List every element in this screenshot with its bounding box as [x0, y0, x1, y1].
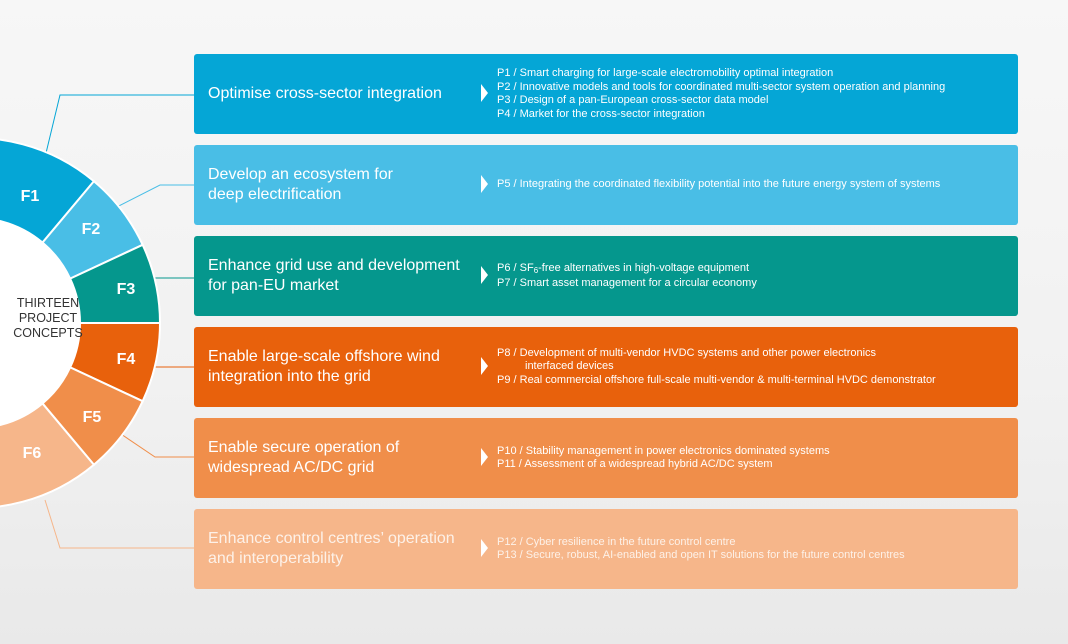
project-text: P12 / Cyber resilience in the future control centre	[497, 535, 736, 548]
project-text: P13 / Secure, robust, AI-enabled and open IT solutions for the future control centres	[497, 549, 905, 561]
project-item	[497, 374, 1012, 388]
project-item	[497, 81, 1012, 95]
segment-label: F6	[22, 445, 42, 463]
project-item	[497, 262, 1012, 278]
project-text: P11 / Assessment of a widespread hybrid AC/DC system	[497, 458, 773, 470]
project-list	[497, 509, 1012, 589]
segment-label: F1	[20, 188, 40, 206]
project-item	[497, 347, 1012, 361]
project-list	[497, 145, 1012, 225]
chevron-right-icon	[481, 448, 488, 466]
project-text: P3 / Design of a pan-European cross-sector data model	[497, 94, 769, 106]
concept-row-f3	[194, 236, 1018, 316]
segment-label: F4	[116, 351, 136, 369]
project-text: -free alternatives in high-voltage equipment	[538, 261, 750, 274]
concept-title: Enable large-scale offshore wind integration into the grid	[208, 348, 440, 385]
project-item	[497, 360, 1012, 374]
project-item	[497, 445, 1012, 459]
concept-row-f4	[194, 327, 1018, 407]
project-item	[497, 67, 1012, 81]
chevron-right-icon	[481, 357, 488, 375]
chevron-right-icon	[481, 175, 488, 193]
concept-row-f6	[194, 509, 1018, 589]
center-label	[13, 296, 82, 340]
connector-line	[45, 500, 194, 548]
project-list	[497, 54, 1012, 134]
project-text: P1 / Smart charging for large-scale electromobility optimal integration	[497, 67, 834, 79]
project-text: P10 / Stability management in power electronics dominated systems	[497, 444, 830, 457]
segment-label: F3	[116, 281, 136, 299]
center-label-line: THIRTEEN	[16, 296, 80, 310]
concept-row-f2	[194, 145, 1018, 225]
segment-label: F2	[81, 221, 101, 239]
chevron-right-icon	[481, 84, 488, 102]
subscript-text: 6	[533, 265, 539, 275]
concept-title: Develop an ecosystem for deep electrification	[208, 166, 393, 203]
chevron-right-icon	[481, 539, 488, 557]
project-text: P9 / Real commercial offshore full-scale multi-vendor & multi-terminal HVDC demonstrator	[497, 373, 936, 386]
project-list	[497, 327, 1012, 407]
connector-line	[115, 430, 194, 457]
project-item	[497, 178, 1012, 192]
project-item	[497, 458, 1012, 472]
project-item	[497, 277, 1012, 291]
concept-title: Enhance grid use and development for pan-EU market	[208, 257, 460, 294]
concept-title: Enhance control centres’ operation and interoperability	[208, 530, 455, 567]
concept-row-f1	[194, 54, 1018, 134]
project-list	[497, 418, 1012, 498]
project-text: P2 / Innovative models and tools for coordinated multi-sector system operation and planning	[497, 80, 946, 93]
project-text: P8 / Development of multi-vendor HVDC systems and other power electronics	[497, 346, 877, 359]
concept-title: Optimise cross-sector integration	[208, 85, 442, 102]
project-text: P4 / Market for the cross-sector integration	[497, 107, 705, 120]
project-item	[497, 536, 1012, 550]
center-label-line: PROJECT	[18, 311, 78, 325]
chevron-right-icon	[481, 266, 488, 284]
center-label-line: CONCEPTS	[13, 326, 83, 340]
project-text: P7 / Smart asset management for a circular economy	[497, 277, 757, 289]
concept-row-f5	[194, 418, 1018, 498]
project-text: P6 / SF	[497, 261, 534, 274]
project-list	[497, 236, 1012, 316]
segment-label: F5	[82, 409, 102, 427]
concept-title: Enable secure operation of widespread AC/DC grid	[208, 439, 400, 476]
project-item	[497, 94, 1012, 108]
project-item	[497, 108, 1012, 122]
project-text: interfaced devices	[525, 360, 614, 373]
project-item	[497, 549, 1012, 563]
project-text: P5 / Integrating the coordinated flexibility potential into the future energy system of systems	[497, 178, 941, 191]
